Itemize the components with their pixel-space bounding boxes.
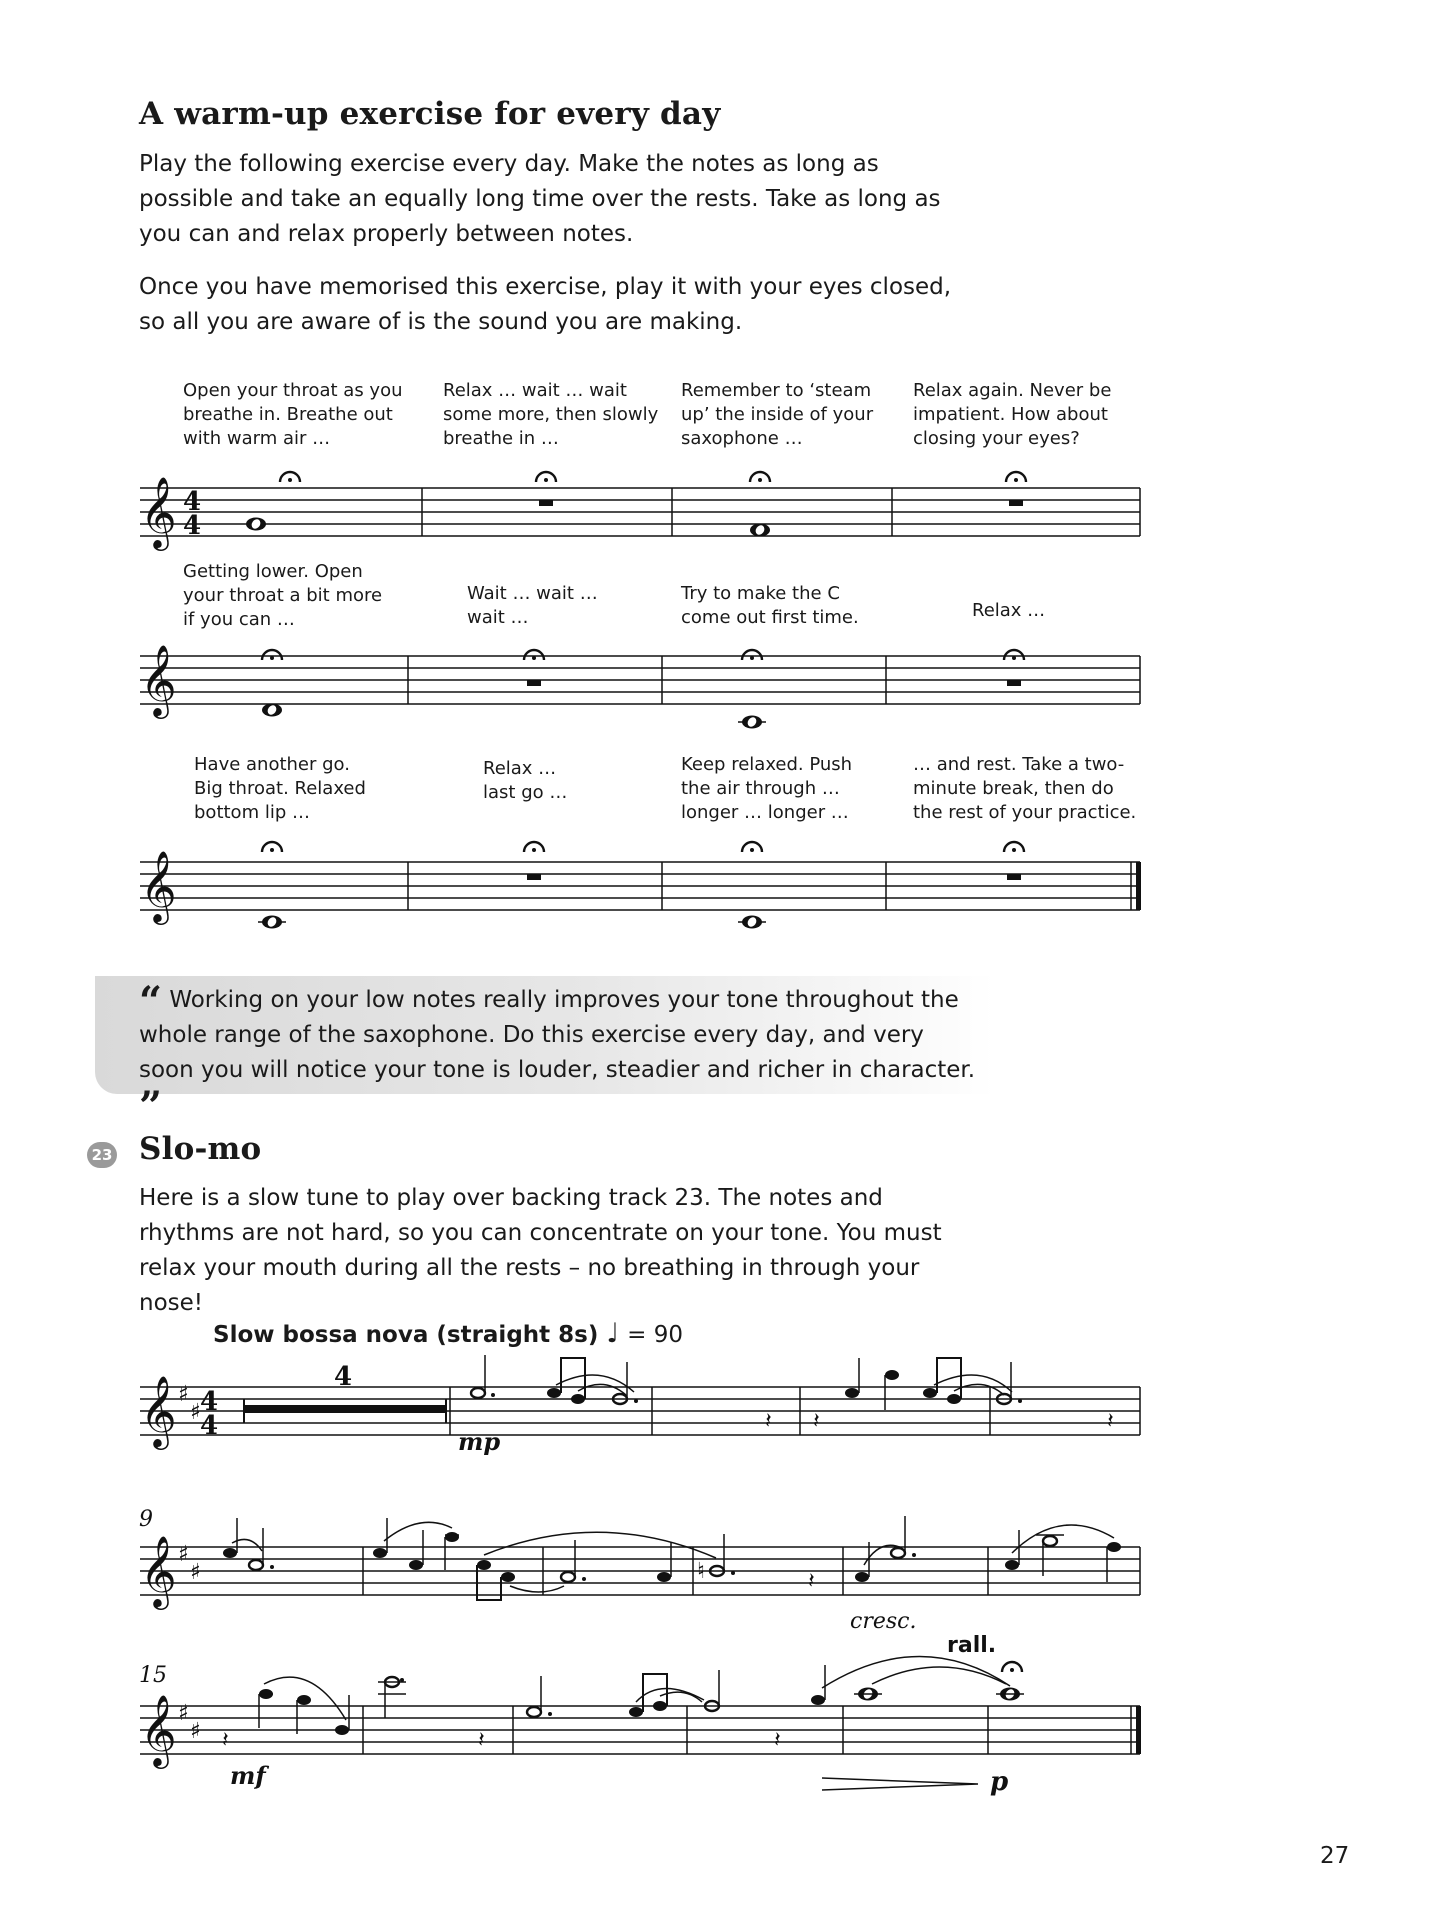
quarter-rest-icon: 𝄽	[774, 1728, 781, 1753]
track-number-badge: 23	[87, 1142, 117, 1168]
tempo-text: Slow bossa nova (straight 8s)	[213, 1322, 599, 1348]
sharp-c-icon: ♯	[190, 1560, 201, 1585]
annotation-3-4: … and rest. Take a two- minute break, then do the rest of your practice.	[913, 754, 1137, 823]
treble-clef-icon: 𝄞	[140, 1534, 177, 1607]
treble-clef-icon: 𝄞	[140, 1693, 177, 1766]
quarter-rest-icon: 𝄽	[808, 1569, 815, 1594]
staff-2	[140, 643, 1140, 729]
quarter-rest-icon: 𝄽	[222, 1728, 229, 1753]
page-number: 27	[1320, 1843, 1350, 1869]
section-title-warmup: A warm-up exercise for every day	[139, 96, 721, 132]
slomo-paragraph: Here is a slow tune to play over backing track 23. The notes and rhythms are not hard, so you can concentrate on your tone. You must relax your mouth during all the rests – no breathing in through your nose!	[139, 1185, 942, 1316]
quarter-rest-icon: 𝄽	[1107, 1409, 1114, 1434]
time-sig-top: 4	[200, 1387, 219, 1417]
annotation-2-3: Try to make the C come out first time.	[681, 583, 859, 628]
natural-sign-icon: ♮	[697, 1559, 705, 1584]
sharp-c-icon: ♯	[190, 1400, 201, 1425]
quarter-rest-icon: 𝄽	[765, 1409, 772, 1434]
treble-clef-icon: 𝄞	[140, 475, 177, 548]
sharp-f-icon: ♯	[178, 1701, 189, 1726]
sharp-c-icon: ♯	[190, 1719, 201, 1744]
time-sig-bottom: 4	[183, 511, 202, 541]
quarter-rest-icon: 𝄽	[478, 1728, 485, 1753]
sharp-f-icon: ♯	[178, 1542, 189, 1567]
measure-number-9: 9	[139, 1507, 153, 1532]
treble-clef-icon: 𝄞	[140, 849, 177, 922]
annotation-1-2: Relax … wait … wait some more, then slowly breathe in …	[443, 380, 659, 449]
annotation-3-2: Relax … last go …	[483, 758, 568, 803]
decrescendo-hairpin	[822, 1778, 978, 1790]
tune-staff-2	[139, 1507, 1140, 1634]
staff-3	[140, 842, 1141, 929]
annotation-1-3: Remember to ‘steam up’ the inside of your saxophone …	[681, 380, 874, 449]
quarter-note-icon: ♩	[606, 1318, 620, 1349]
tune-staff-1	[140, 1355, 1140, 1456]
treble-clef-icon: 𝄞	[140, 1374, 177, 1447]
staff-1	[140, 472, 1140, 551]
time-sig-top: 4	[183, 487, 202, 517]
annotation-1-4: Relax again. Never be impatient. How about closing your eyes?	[913, 380, 1112, 449]
warmup-paragraph-2: Once you have memorised this exercise, play it with your eyes closed, so all you are aware of is the sound you are making.	[139, 274, 952, 335]
annotation-3-3: Keep relaxed. Push the air through … longer … longer …	[681, 754, 853, 823]
annotation-2-4: Relax …	[972, 600, 1046, 621]
tempo-value: = 90	[627, 1322, 684, 1348]
tune-staff-3	[139, 1633, 1141, 1797]
multirest-count: 4	[334, 1362, 353, 1392]
open-quote-mark: “	[139, 978, 163, 1025]
dynamic-p: p	[990, 1767, 1009, 1797]
measure-number-15: 15	[139, 1663, 167, 1688]
dynamic-mp: mp	[458, 1427, 501, 1456]
sharp-f-icon: ♯	[178, 1382, 189, 1407]
annotation-2-2: Wait … wait … wait …	[467, 583, 598, 628]
time-sig-bottom: 4	[200, 1411, 219, 1441]
dynamic-mf: mf	[230, 1761, 266, 1790]
cresc-marking: cresc.	[850, 1609, 917, 1634]
annotation-2-1: Getting lower. Open your throat a bit more if you can …	[183, 561, 383, 630]
annotation-3-1: Have another go. Big throat. Relaxed bottom lip …	[194, 754, 366, 823]
treble-clef-icon: 𝄞	[140, 643, 177, 716]
quarter-rest-icon: 𝄽	[813, 1409, 820, 1434]
rall-marking: rall.	[947, 1633, 997, 1658]
quote-body: Working on your low notes really improves your tone throughout the whole range of the saxophone. Do this exercise every day, and very soon you will notice your tone is louder, steadier and richer in character.	[139, 987, 976, 1083]
warmup-paragraph-1: Play the following exercise every day. Make the notes as long as possible and take an equally long time over the rests. Take as long as you can and relax properly between notes.	[139, 151, 941, 247]
section-title-slomo: Slo-mo	[139, 1131, 262, 1167]
close-quote-mark: ”	[139, 1083, 163, 1130]
annotation-1-1: Open your throat as you breathe in. Breathe out with warm air …	[183, 380, 403, 449]
